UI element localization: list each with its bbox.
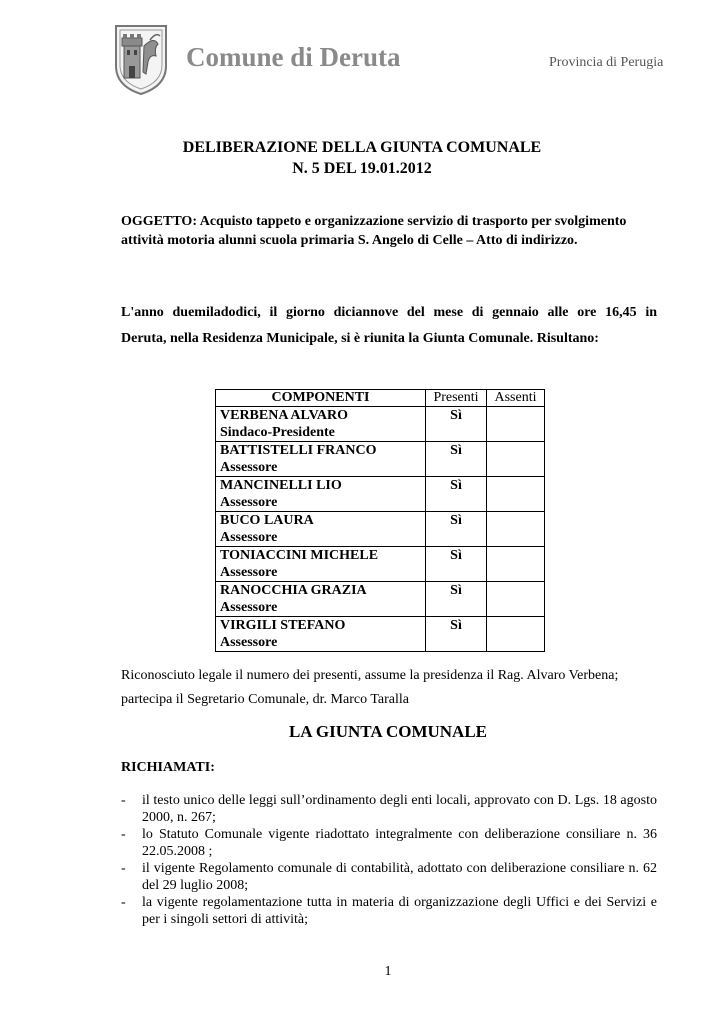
absent-cell (487, 547, 545, 582)
quorum-line-1: Riconosciuto legale il numero dei presenti, assume la presidenza il Rag. Alvaro Verbena; (121, 668, 619, 683)
page-number: 1 (384, 964, 392, 979)
municipal-crest-logo (110, 22, 172, 96)
present-cell: Sì (426, 442, 487, 477)
table-header-row (216, 390, 545, 407)
list-item: - la vigente regolamentazione tutta in materia di organizzazione degli Uffici e dei Servizi e per i singoli settori di attività; (121, 894, 657, 928)
absent-cell (487, 407, 545, 442)
present-cell: Sì (426, 407, 487, 442)
table-row (216, 407, 545, 442)
header-componenti: COMPONENTI (216, 390, 426, 407)
member-role: Assessore (220, 495, 278, 510)
intro-line-1: L'anno duemiladodici, il giorno diciannove del mese di gennaio alle ore 16,45 in (121, 305, 657, 320)
attendance-table (215, 389, 545, 652)
absent-cell (487, 477, 545, 512)
absent-cell (487, 442, 545, 477)
member-name: VIRGILI STEFANO (220, 618, 346, 633)
header-assenti: Assenti (487, 390, 545, 407)
member-name: MANCINELLI LIO (220, 478, 342, 493)
member-name: VERBENA ALVARO (220, 408, 348, 423)
member-role: Assessore (220, 635, 278, 650)
member-name: TONIACCINI MICHELE (220, 548, 379, 563)
commune-title: Comune di Deruta (186, 42, 401, 72)
present-cell: Sì (426, 617, 487, 652)
member-role: Sindaco-Presidente (220, 425, 335, 440)
list-item: - il testo unico delle leggi sull’ordinamento degli enti locali, approvato con D. Lgs. 18 agosto 2000, n. 267; (121, 792, 657, 826)
absent-cell (487, 512, 545, 547)
member-role: Assessore (220, 530, 278, 545)
quorum-line-2: partecipa il Segretario Comunale, dr. Marco Taralla (121, 692, 409, 707)
absent-cell (487, 582, 545, 617)
deliberation-number: N. 5 DEL 19.01.2012 (292, 160, 432, 177)
table-row (216, 442, 545, 477)
deliberation-title: DELIBERAZIONE DELLA GIUNTA COMUNALE (182, 139, 542, 156)
member-name: BATTISTELLI FRANCO (220, 443, 377, 458)
member-name: BUCO LAURA (220, 513, 314, 528)
present-cell: Sì (426, 512, 487, 547)
table-row (216, 512, 545, 547)
member-role: Assessore (220, 565, 278, 580)
header-presenti: Presenti (426, 390, 487, 407)
member-name: RANOCCHIA GRAZIA (220, 583, 367, 598)
section-title: LA GIUNTA COMUNALE (288, 722, 488, 741)
province-label: Provincia di Perugia (549, 55, 664, 70)
present-cell: Sì (426, 582, 487, 617)
member-role: Assessore (220, 460, 278, 475)
richiamati-label: RICHIAMATI: (121, 760, 215, 775)
table-row (216, 477, 545, 512)
subject-text: OGGETTO: Acquisto tappeto e organizzazione servizio di trasporto per svolgimento attività motoria alunni scuola primaria S. Angelo di Celle – Atto di indirizzo. (121, 214, 627, 248)
present-cell: Sì (426, 547, 487, 582)
absent-cell (487, 617, 545, 652)
intro-line-2: Deruta, nella Residenza Municipale, si è riunita la Giunta Comunale. Risultano: (121, 331, 599, 346)
table-row (216, 617, 545, 652)
member-role: Assessore (220, 600, 278, 615)
present-cell: Sì (426, 477, 487, 512)
list-item: - il vigente Regolamento comunale di contabilità, adottato con deliberazione consiliare n. 62 del 29 luglio 2008; (121, 860, 657, 894)
table-row (216, 547, 545, 582)
table-row (216, 582, 545, 617)
richiamati-list (121, 792, 657, 928)
list-item: - lo Statuto Comunale vigente riadottato integralmente con deliberazione consiliare n. 36 22.05.2008 ; (121, 826, 657, 860)
